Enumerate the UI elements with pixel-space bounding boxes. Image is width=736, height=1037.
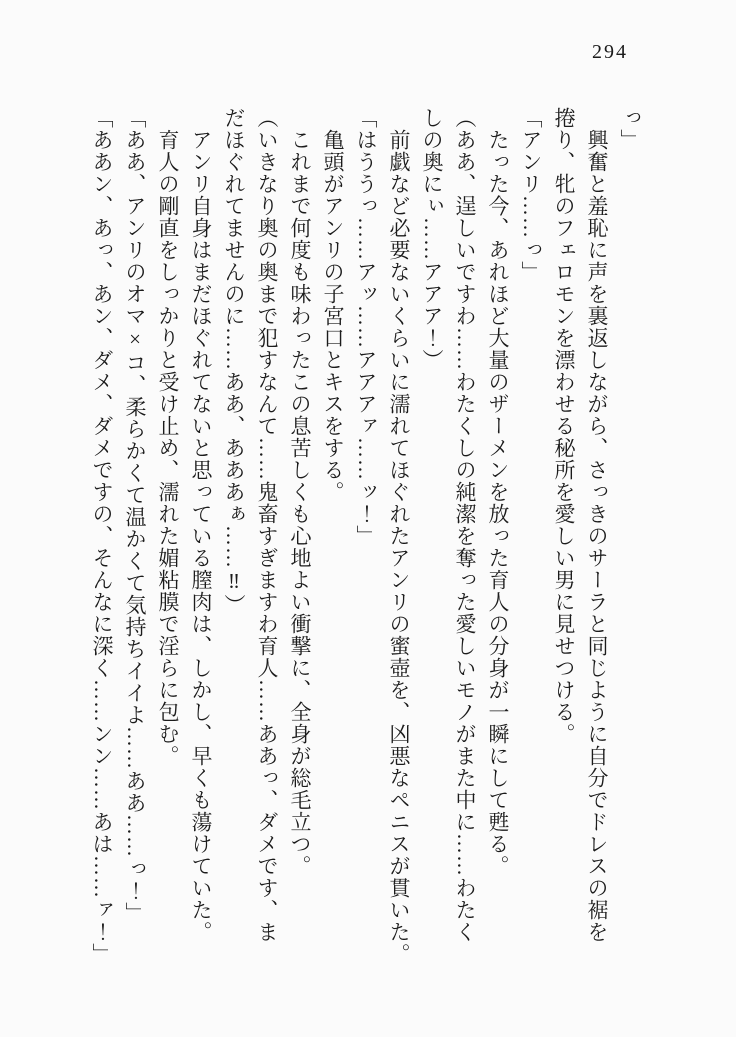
text-line: アンリ自身はまだほぐれてないと思っている膣肉は、しかし、早くも蕩けていた。	[189, 129, 213, 943]
text-line: （いきなり奥の奥まで犯すなんて……鬼畜すぎますわ育人……ああっ、ダメです、ま	[255, 107, 279, 943]
text-line: 「はううっ……アッ……アアアァ……ッ！」	[354, 107, 378, 547]
text-line: っ」	[618, 107, 642, 151]
text-line: だほぐれてませんのに……ああ、あああぁ……‼）	[222, 107, 246, 616]
text-line: 興奮と羞恥に声を裏返しながら、さっきのサーラと同じように自分でドレスの裾を	[585, 129, 609, 943]
text-line: 「ああ、アンリのオマ×コ、柔らかくて温かくて気持ちイイよ……ああ……っ！」	[123, 107, 147, 924]
text-line: 育人の剛直をしっかりと受け止め、濡れた媚粘膜で淫らに包む。	[156, 129, 180, 767]
text-line: 捲り、牝のフェロモンを漂わせる秘所を愛しい男に見せつける。	[552, 107, 576, 745]
text-line: 亀頭がアンリの子宮口とキスをする。	[321, 129, 345, 503]
text-line: しの奥にぃ……アアア！）	[420, 107, 444, 371]
text-line: （ああ、逞しいですわ……わたくしの純潔を奪った愛しいモノがまた中に……わたく	[453, 107, 477, 943]
vertical-text-block	[82, 107, 646, 965]
text-line: 「ああン、あっ、あン、ダメ、ダメですの、そんなに深く……ンン……あは……ァ！」	[90, 107, 114, 965]
text-line: これまで何度も味わったこの息苦しくも心地よい衝撃に、全身が総毛立つ。	[288, 129, 312, 877]
text-line: 前戯など必要ないくらいに濡れてほぐれたアンリの蜜壺を、凶悪なペニスが貫いた。	[387, 129, 411, 965]
page-number: 294	[592, 41, 628, 63]
text-line: たった今、あれほど大量のザーメンを放った育人の分身が一瞬にして甦る。	[486, 129, 510, 877]
text-line: 「アンリ……っ」	[519, 107, 543, 283]
